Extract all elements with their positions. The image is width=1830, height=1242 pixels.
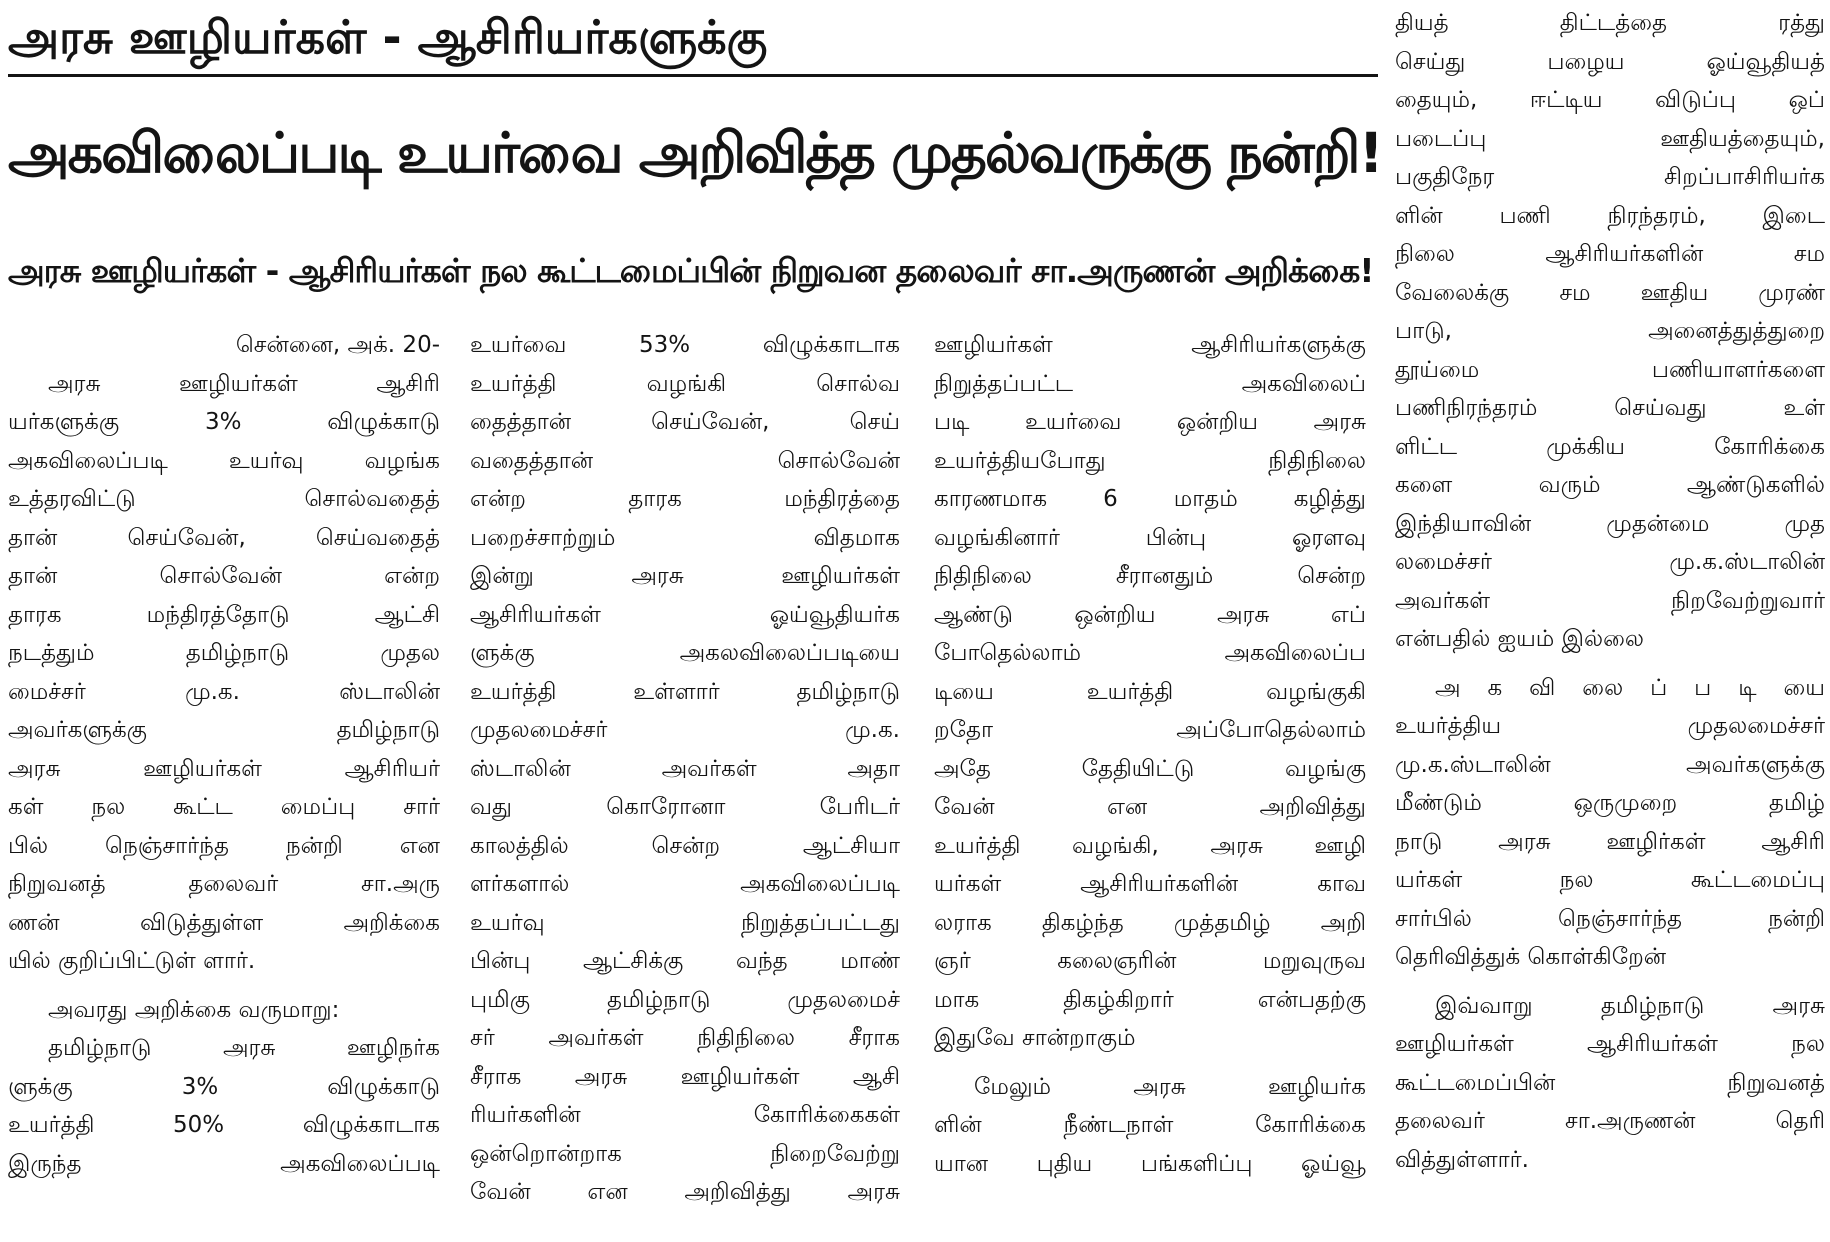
column-line: தான் செய்வேன், செய்வதைத் — [8, 524, 440, 551]
column-line: சீராக அரசு ஊழியர்கள் ஆசி — [470, 1063, 900, 1090]
column-line: பறைச்சாற்றும் விதமாக — [470, 524, 900, 551]
column-line: நிறுவனத் தலைவர் சா.அரு — [8, 871, 440, 897]
column-line: மேலும் அரசு ஊழியர்க — [974, 1073, 1366, 1100]
column-line: ளின் நீண்டநாள் கோரிக்கை — [934, 1112, 1366, 1138]
column-line: ஊழியர்கள் ஆசிரியர்கள் நல — [1395, 1031, 1825, 1057]
article-headline: அகவிலைப்படி உயர்வை அறிவித்த முதல்வருக்கு நன்றி! — [8, 121, 1382, 186]
column-line: ஒன்றொன்றாக நிறைவேற்று — [470, 1140, 900, 1167]
column-line: மு.க.ஸ்டாலின் அவர்களுக்கு — [1395, 751, 1825, 778]
article-column-1 — [8, 326, 440, 1242]
column-line: வது கொரோனா பேரிடர் — [470, 794, 900, 820]
column-line: அரசு ஊழியர்கள் ஆசிரி — [48, 370, 440, 397]
column-line: வேலைக்கு சம ஊதிய முரண் — [1395, 279, 1825, 306]
column-line: யர்கள் ஆசிரியர்களின் காவ — [934, 871, 1366, 897]
column-line: ஊழியர்கள் ஆசிரியர்களுக்கு — [934, 332, 1366, 358]
column-line: ணன் விடுத்துள்ள அறிக்கை — [8, 909, 440, 936]
column-line: கள் நல கூட்ட மைப்பு சார் — [8, 794, 440, 820]
column-line: படி உயர்வை ஒன்றிய அரசு — [934, 409, 1366, 435]
column-line: உயர்த்தி உள்ளார் தமிழ்நாடு — [470, 678, 900, 705]
column-line: தமிழ்நாடு அரசு ஊழிநர்க — [48, 1035, 440, 1061]
column-line: வதைத்தான் சொல்வேன் — [470, 447, 900, 474]
column-line: உயர்த்தி வழங்கி, அரசு ஊழி — [934, 832, 1366, 859]
column-line: பாடு, அனைத்துத்துறை — [1395, 318, 1825, 344]
column-line: சர் அவர்கள் நிதிநிலை சீராக — [470, 1025, 900, 1051]
column-line: செய்து பழைய ஓய்வூதியத் — [1395, 48, 1825, 75]
column-line: அவர்களுக்கு தமிழ்நாடு — [8, 717, 440, 743]
column-line: தாரக மந்திரத்தோடு ஆட்சி — [8, 601, 440, 628]
column-line: உயர்த்தி வழங்கி சொல்வ — [470, 370, 900, 397]
column-line: டியை உயர்த்தி வழங்குகி — [934, 678, 1366, 705]
column-line: களை வரும் ஆண்டுகளில் — [1395, 472, 1825, 498]
column-line: பணிநிரந்தரம் செய்வது உள் — [1395, 395, 1825, 421]
dateline: சென்னை, அக். 20- — [235, 332, 440, 358]
column-line: வேன் என அறிவித்து — [934, 794, 1366, 820]
article-column-3 — [934, 326, 1366, 1242]
column-line: தையும், ஈட்டிய விடுப்பு ஒப் — [1395, 87, 1825, 113]
column-line: ஆசிரியர்கள் ஓய்வூதியர்க — [470, 601, 900, 628]
article-kicker: அரசு ஊழியர்கள் - ஆசிரியர்களுக்கு — [8, 10, 768, 64]
column-line: தியத் திட்டத்தை ரத்து — [1395, 10, 1825, 36]
column-line: லமைச்சர் மு.க.ஸ்டாலின் — [1395, 549, 1825, 575]
column-line: காரணமாக 6 மாதம் கழித்து — [934, 486, 1366, 512]
column-line: யர்களுக்கு 3% விழுக்காடு — [8, 409, 440, 435]
column-line: அகவிலைப்படி உயர்வு வழங்க — [8, 447, 440, 474]
column-line: நிறுத்தப்பட்ட அகவிலைப் — [934, 370, 1366, 397]
column-line: அதே தேதியிட்டு வழங்கு — [934, 755, 1366, 782]
column-line: இதுவே சான்றாகும் — [934, 1025, 1136, 1051]
article-subheadline: அரசு ஊழியர்கள் - ஆசிரியர்கள் நல கூட்டமைப்பின் நிறுவன தலைவர் சா.அருணன் அறிக்கை! — [8, 251, 1374, 290]
column-line: வழங்கினார் பின்பு ஓரளவு — [934, 524, 1366, 551]
column-line: என்பதில் ஐயம் இல்லை — [1395, 626, 1644, 652]
kicker-underline — [8, 74, 1378, 77]
column-line: மைச்சர் மு.க. ஸ்டாலின் — [8, 678, 440, 705]
column-line: நடத்தும் தமிழ்நாடு முதல — [8, 640, 440, 666]
column-line: உயர்த்திய முதலமைச்சர் — [1395, 713, 1825, 739]
column-line: தைத்தான் செய்வேன், செய் — [470, 409, 900, 435]
column-line: அவர்கள் நிறவேற்றுவார் — [1395, 587, 1825, 614]
column-line: கூட்டமைப்பின் நிறுவனத் — [1395, 1069, 1825, 1096]
column-line: பகுதிநேர சிறப்பாசிரியர்க — [1395, 164, 1825, 190]
column-line: வித்துள்ளார். — [1395, 1146, 1529, 1173]
column-line: இவ்வாறு தமிழ்நாடு அரசு — [1435, 992, 1825, 1019]
column-line: இன்று அரசு ஊழியர்கள் — [470, 563, 900, 589]
column-line: றதோ அப்போதெல்லாம் — [934, 717, 1366, 743]
column-line: காலத்தில் சென்ற ஆட்சியா — [470, 832, 900, 859]
column-line: ளின் பணி நிரந்தரம், இடை — [1395, 202, 1825, 229]
column-line: அவரது அறிக்கை வருமாறு: — [48, 996, 340, 1023]
column-line: யான புதிய பங்களிப்பு ஓய்வூ — [934, 1150, 1366, 1177]
column-line: உத்தரவிட்டு சொல்வதைத் — [8, 486, 440, 512]
column-line: லராக திகழ்ந்த முத்தமிழ் அறி — [934, 909, 1366, 936]
column-line: என்ற தாரக மந்திரத்தை — [470, 486, 900, 512]
column-line: ஸ்டாலின் அவர்கள் அதா — [470, 755, 900, 782]
column-line: சார்பில் நெஞ்சார்ந்த நன்றி — [1395, 905, 1825, 932]
column-line: படைப்பு ஊதியத்தையும், — [1395, 125, 1825, 152]
column-line: உயர்த்தியபோது நிதிநிலை — [934, 447, 1366, 474]
article-column-2 — [470, 326, 900, 1242]
column-line: அ க வி லை ப் ப டி யை — [1435, 674, 1825, 701]
column-line: தெரிவித்துக் கொள்கிறேன் — [1395, 944, 1667, 970]
column-line: ளர்களால் அகவிலைப்படி — [470, 871, 900, 897]
column-line: தூய்மை பணியாளர்களை — [1395, 356, 1825, 383]
column-line: ளுக்கு அகலவிலைப்படியை — [470, 640, 900, 666]
column-line: முதலமைச்சர் மு.க. — [470, 717, 900, 743]
column-line: வேன் என அறிவித்து அரசு — [470, 1179, 900, 1205]
column-line: நாடு அரசு ஊழிர்கள் ஆசிரி — [1395, 828, 1825, 855]
column-line: ளுக்கு 3% விழுக்காடு — [8, 1073, 440, 1100]
column-line: ரியர்களின் கோரிக்கைகள் — [470, 1102, 900, 1128]
column-line: போதெல்லாம் அகவிலைப்ப — [934, 640, 1366, 666]
column-line: இந்தியாவின் முதன்மை முத — [1395, 510, 1825, 537]
column-line: மாக திகழ்கிறார் என்பதற்கு — [934, 986, 1366, 1013]
column-line: மீண்டும் ஒருமுறை தமிழ் — [1395, 790, 1825, 816]
column-line: அரசு ஊழியர்கள் ஆசிரியர் — [8, 755, 440, 782]
column-line: பில் நெஞ்சார்ந்த நன்றி என — [8, 832, 440, 859]
column-line: உயர்த்தி 50% விழுக்காடாக — [8, 1112, 440, 1138]
column-line: நிதிநிலை சீரானதும் சென்ற — [934, 563, 1366, 589]
column-line: ஆண்டு ஒன்றிய அரசு எப் — [934, 601, 1366, 628]
column-line: தான் சொல்வேன் என்ற — [8, 563, 440, 589]
article-column-4 — [1395, 4, 1825, 1242]
column-line: ஞர் கலைஞரின் மறுவுருவ — [934, 948, 1366, 974]
column-line: உயர்வை 53% விழுக்காடாக — [470, 332, 900, 358]
column-line: ளிட்ட முக்கிய கோரிக்கை — [1395, 433, 1825, 460]
column-line: புமிகு தமிழ்நாடு முதலமைச் — [470, 986, 900, 1013]
column-line: தலைவர் சா.அருணன் தெரி — [1395, 1108, 1825, 1134]
column-line: உயர்வு நிறுத்தப்பட்டது — [470, 909, 900, 936]
column-line: இருந்த அகவிலைப்படி — [8, 1150, 440, 1177]
column-line: யர்கள் நல கூட்டமைப்பு — [1395, 867, 1825, 893]
column-line: யில் குறிப்பிட்டுள் ளார். — [8, 948, 256, 974]
column-line: பின்பு ஆட்சிக்கு வந்த மாண் — [470, 948, 900, 974]
column-line: நிலை ஆசிரியர்களின் சம — [1395, 241, 1825, 267]
